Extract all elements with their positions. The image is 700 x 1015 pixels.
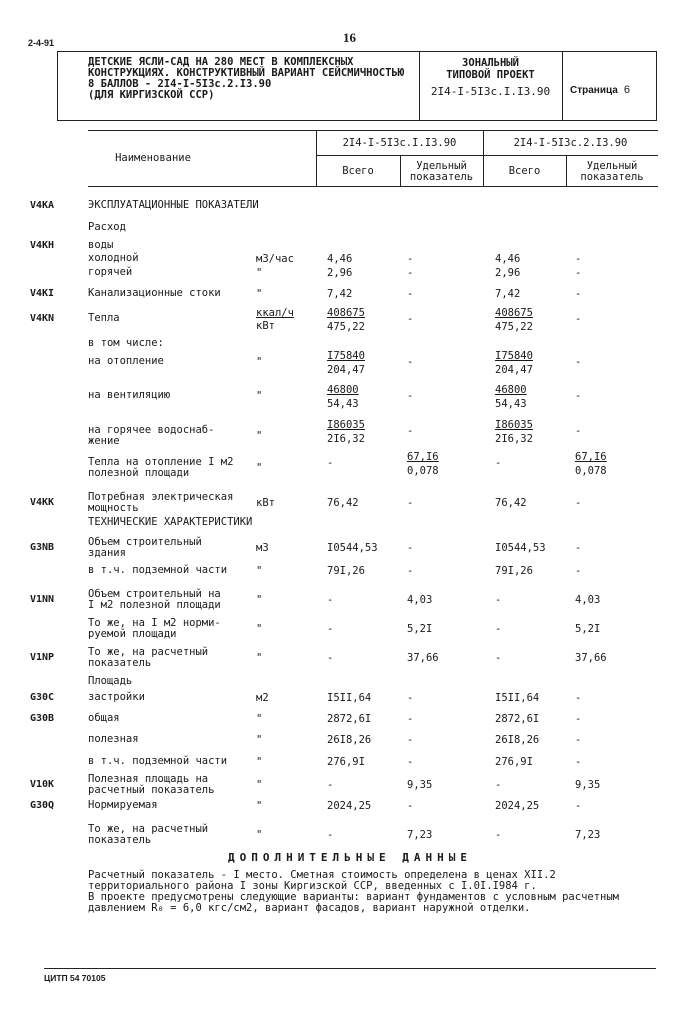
row-unit: " [256, 829, 263, 841]
total-value-1: - [327, 652, 334, 664]
specific-value-1: - [407, 313, 414, 325]
specific-value-1: - [407, 356, 414, 368]
specific2-header: Удельный показатель [580, 160, 644, 183]
row-unit: " [256, 652, 263, 664]
total-value-1: 2024,25 [327, 800, 372, 812]
row-unit: кВт [256, 320, 275, 332]
total-value-2: 79I,26 [495, 565, 533, 577]
total-value-1: - [327, 623, 334, 635]
extra-title: ДОПОЛНИТЕЛЬНЫЕ ДАННЫЕ [227, 851, 473, 864]
row-label: здания [88, 547, 126, 559]
specific-value-2: 5,2I [575, 623, 601, 635]
row-label: на вентиляцию [88, 389, 171, 401]
total-value-2: 2024,25 [495, 800, 540, 812]
total-value-2: 475,22 [495, 321, 533, 333]
specific-value-1: 5,2I [407, 623, 433, 635]
footer-code: ЦИТП 54 70105 [44, 973, 106, 983]
specific-value-1: - [407, 425, 414, 437]
specific-value-2: 9,35 [575, 779, 601, 791]
total-value-1: 276,9I [327, 756, 365, 768]
row-label: мощность [88, 502, 139, 514]
total-value-1: 475,22 [327, 321, 365, 333]
total-value-1: 76,42 [327, 497, 359, 509]
row-code: G30C [30, 692, 55, 703]
total-value-2: - [495, 779, 502, 791]
specific-value-1: 67,I6 [407, 451, 439, 463]
specific-value-2: - [575, 313, 582, 325]
total-value-2: I5II,64 [495, 692, 540, 704]
row-label: Нормируемая [88, 799, 158, 811]
specific-value-2: 0,078 [575, 465, 607, 477]
specific-value-1: - [407, 565, 414, 577]
stamp-title: ДЕТСКИЕ ЯСЛИ-САД НА 280 МЕСТ В КОМПЛЕКСНЫХ КОНСТРУКЦИЯХ. КОНСТРУКТИВНЫЙ ВАРИАНТ СЕЙСМИЧНОСТЬЮ 8 БАЛЛОВ - 2I4-I-5I3с.2.I3.90 (ДЛЯ КИРГИЗСКОЙ ССР) [88, 56, 405, 101]
row-label: показатель [88, 657, 152, 669]
row-label: Тепла [88, 312, 120, 324]
specific-value-2: 37,66 [575, 652, 607, 664]
specific-value-2: - [575, 253, 582, 265]
specific1-header: Удельный показатель [409, 160, 474, 183]
row-unit: " [256, 288, 263, 300]
row-label: То же, на I м2 норми- [88, 617, 221, 629]
total-value-1: 79I,26 [327, 565, 365, 577]
specific-value-1: 37,66 [407, 652, 439, 664]
row-label: Тепла на отопление I м2 [88, 456, 234, 468]
row-unit: " [256, 623, 263, 635]
total-value-1: I75840 [327, 350, 365, 362]
specific-value-1: - [407, 713, 414, 725]
total-value-2: - [495, 594, 502, 606]
row-label: То же, на расчетный [88, 823, 209, 835]
total-value-1: 204,47 [327, 364, 365, 376]
total-value-1: - [327, 594, 334, 606]
row-code: V4KN [30, 313, 55, 324]
row-label: То же, на расчетный [88, 646, 209, 658]
specific-value-1: - [407, 390, 414, 402]
row-unit: " [256, 594, 263, 606]
total-value-2: - [495, 457, 502, 469]
title-stamp [57, 51, 657, 121]
row-unit: " [256, 713, 263, 725]
total-value-2: 54,43 [495, 398, 527, 410]
specific-value-2: - [575, 800, 582, 812]
specific-value-2: - [575, 692, 582, 704]
specific-value-2: - [575, 288, 582, 300]
total-value-1: 2872,6I [327, 713, 372, 725]
row-unit: " [256, 779, 263, 791]
row-unit: " [256, 390, 263, 402]
row-label: холодной [88, 252, 139, 264]
specific-value-1: 9,35 [407, 779, 433, 791]
total-value-2: 204,47 [495, 364, 533, 376]
specific-value-2: 7,23 [575, 829, 601, 841]
total-value-1: 2I6,32 [327, 433, 365, 445]
total-value-2: 2I6,32 [495, 433, 533, 445]
specific-value-2: 4,03 [575, 594, 601, 606]
corner-code: 2-4-91 [28, 38, 55, 48]
row-code: V4KI [30, 288, 55, 299]
row-unit: " [256, 267, 263, 279]
specific-value-1: - [407, 692, 414, 704]
stamp-page: Страница 6 [570, 84, 630, 96]
total-value-1: I86035 [327, 419, 365, 431]
row-label: в т.ч. подземной части [88, 564, 228, 576]
row-code: V4KA [30, 200, 55, 211]
specific-value-2: - [575, 565, 582, 577]
total2-header: Всего [508, 165, 541, 177]
total-value-1: I5II,64 [327, 692, 372, 704]
row-label: Полезная площадь на [88, 773, 209, 785]
total-value-1: 7,42 [327, 288, 353, 300]
row-label: Расход [88, 221, 126, 233]
specific-value-2: - [575, 425, 582, 437]
row-label: ЭКСПЛУАТАЦИОННЫЕ ПОКАЗАТЕЛИ [88, 199, 259, 211]
row-label: показатель [88, 834, 152, 846]
row-label: полезная [88, 733, 139, 745]
row-label: в т.ч. подземной части [88, 755, 228, 767]
row-label: I м2 полезной площади [88, 599, 221, 611]
total-value-2: 7,42 [495, 288, 521, 300]
row-code: V4KK [30, 497, 55, 508]
specific-value-2: - [575, 390, 582, 402]
specific-value-2: - [575, 497, 582, 509]
total-value-1: 46800 [327, 384, 359, 396]
row-label: Канализационные стоки [88, 287, 221, 299]
specific-value-1: - [407, 542, 414, 554]
specific-value-1: - [407, 734, 414, 746]
total-value-2: 276,9I [495, 756, 533, 768]
specific-value-2: - [575, 713, 582, 725]
row-label: ТЕХНИЧЕСКИЕ ХАРАКТЕРИСТИКИ [88, 516, 253, 528]
row-unit: " [256, 565, 263, 577]
row-unit: м2 [256, 692, 269, 704]
total-value-1: 54,43 [327, 398, 359, 410]
total-value-1: 26I8,26 [327, 734, 372, 746]
specific-value-1: - [407, 288, 414, 300]
total-value-2: I0544,53 [495, 542, 546, 554]
row-label: общая [88, 712, 120, 724]
variant2-header: 2I4-I-5I3с.2.I3.90 [513, 137, 628, 149]
row-label: на отопление [88, 355, 164, 367]
row-label: воды [88, 239, 114, 251]
total-value-1: 4,46 [327, 253, 353, 265]
total-value-1: I0544,53 [327, 542, 378, 554]
variant1-header: 2I4-I-5I3с.I.I3.90 [342, 137, 457, 149]
row-unit: " [256, 734, 263, 746]
total-value-2: 408675 [495, 307, 533, 319]
page-number: 16 [343, 30, 356, 45]
row-unit: кВт [256, 497, 275, 509]
specific-value-1: - [407, 497, 414, 509]
specific-value-1: 0,078 [407, 465, 439, 477]
total-value-2: - [495, 652, 502, 664]
row-code: G30B [30, 713, 55, 724]
specific-value-2: - [575, 542, 582, 554]
specific-value-1: 7,23 [407, 829, 433, 841]
specific-value-2: - [575, 756, 582, 768]
total-value-1: 408675 [327, 307, 365, 319]
specific-value-1: - [407, 253, 414, 265]
extra-text: Расчетный показатель - I место. Сметная стоимость определена в ценах XII.2 территориального района I зоны Киргизской ССР, введенных с I.0I.I984 г. В проекте предусмотрены следующие варианты: вариант фундаментов с условным расчетным давлением R₀ = 6,0 кгс/см2, вариант фасадов, вариант наружной отделки. [88, 869, 620, 914]
total-value-1: - [327, 829, 334, 841]
specific-value-1: 4,03 [407, 594, 433, 606]
total-value-2: 4,46 [495, 253, 521, 265]
total-value-2: - [495, 829, 502, 841]
row-label: Потребная электрическая [88, 491, 234, 503]
total-value-2: 2,96 [495, 267, 521, 279]
total-value-2: I86035 [495, 419, 533, 431]
specific-value-2: - [575, 267, 582, 279]
total-value-2: 2872,6I [495, 713, 540, 725]
row-code: V1NN [30, 594, 55, 605]
specific-value-1: - [407, 756, 414, 768]
row-label: на горячее водоснаб- [88, 424, 215, 436]
total-value-2: - [495, 623, 502, 635]
total-value-1: - [327, 457, 334, 469]
total-value-2: 76,42 [495, 497, 527, 509]
row-label: застройки [88, 691, 145, 703]
row-label: Объем строительный на [88, 588, 221, 600]
row-unit: м3 [256, 542, 269, 554]
row-code: V4KH [30, 240, 55, 251]
row-unit: " [256, 430, 263, 442]
row-label: горячей [88, 266, 133, 278]
row-code: V10K [30, 779, 55, 790]
row-code: G30Q [30, 800, 55, 811]
row-unit: " [256, 756, 263, 768]
total-value-1: - [327, 779, 334, 791]
total-value-2: I75840 [495, 350, 533, 362]
row-label: в том числе: [88, 337, 164, 349]
stamp-project: ЗОНАЛЬНЫЙ ТИПОВОЙ ПРОЕКТ 2I4-I-5I3с.I.I3.90 [430, 57, 551, 98]
total-value-2: 46800 [495, 384, 527, 396]
row-unit: ккал/ч [256, 307, 294, 319]
total-value-1: 2,96 [327, 267, 353, 279]
specific-value-2: 67,I6 [575, 451, 607, 463]
total-value-2: 26I8,26 [495, 734, 540, 746]
row-unit: " [256, 800, 263, 812]
row-label: Площадь [88, 675, 133, 687]
row-code: G3NB [30, 542, 55, 553]
row-unit: " [256, 356, 263, 368]
row-label: Объем строительный [88, 536, 202, 548]
col-name-header: Наименование [115, 152, 191, 164]
specific-value-2: - [575, 734, 582, 746]
row-label: руемой площади [88, 628, 177, 640]
specific-value-1: - [407, 267, 414, 279]
specific-value-2: - [575, 356, 582, 368]
row-code: V1NP [30, 652, 55, 663]
specific-value-1: - [407, 800, 414, 812]
total1-header: Всего [342, 165, 374, 177]
row-label: жение [88, 435, 120, 447]
row-unit: " [256, 462, 263, 474]
row-unit: м3/час [256, 253, 294, 265]
row-label: расчетный показатель [88, 784, 215, 796]
row-label: полезной площади [88, 467, 190, 479]
